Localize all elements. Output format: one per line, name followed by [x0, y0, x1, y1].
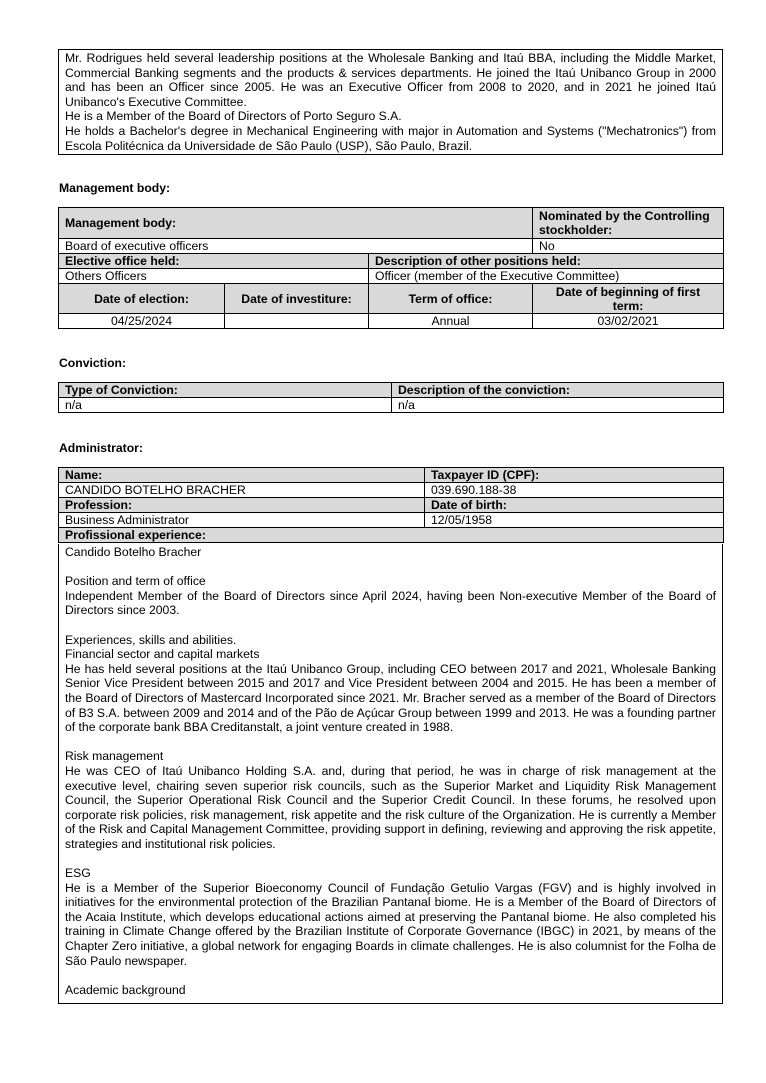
risk-heading: Risk management — [65, 749, 164, 764]
conviction-type-value: n/a — [59, 398, 392, 413]
bio-paragraph: He is a Member of the Board of Directors of Porto Seguro S.A. — [65, 109, 402, 124]
esg-heading: ESG — [65, 866, 91, 881]
bio-paragraph: He holds a Bachelor's degree in Mechanical Engineering with major in Automation and Systems ("Mechatronics") from Escola Politécnica da Universidade de São Paulo (USP), São Paulo, Brazil. — [65, 123, 716, 153]
academic-heading: Academic background — [65, 982, 186, 997]
profession-label: Profession: — [59, 498, 425, 513]
term-value: Annual — [369, 314, 533, 329]
date-election-value: 04/25/2024 — [59, 314, 225, 329]
elective-office-label: Elective office held: — [59, 254, 369, 269]
conviction-description-value: n/a — [392, 398, 724, 413]
management-body-heading: Management body: — [59, 181, 171, 195]
conviction-table — [58, 382, 724, 413]
term-label: Term of office: — [369, 284, 533, 314]
management-body-table — [58, 207, 724, 329]
management-body-value: Board of executive officers — [59, 239, 533, 254]
administrator-heading: Administrator: — [59, 441, 143, 455]
previous-officer-bio — [58, 49, 723, 155]
date-investiture-value — [225, 314, 369, 329]
professional-experience-box — [58, 544, 723, 1004]
cpf-label: Taxpayer ID (CPF): — [425, 468, 724, 483]
position-text: Independent Member of the Board of Directors since April 2024, having been Non-executive Member of the Board of Directors since 2003. — [65, 588, 716, 618]
name-value: CANDIDO BOTELHO BRACHER — [59, 483, 425, 498]
experiences-heading: Experiences, skills and abilities. — [65, 632, 237, 647]
other-positions-value: Officer (member of the Executive Committee) — [369, 269, 724, 284]
first-term-value: 03/02/2021 — [533, 314, 724, 329]
financial-text: He has held several positions at the Itaú Unibanco Group, including CEO between 2017 and 2021, Wholesale Banking Senior Vice President between 2015 and 2017 and Vice President between 2004 and 2015. He has been a member of the Board of Directors of Mastercard Incorporated since 2021. Mr. Bracher served as a member of the Board of Directors of B3 S.A. between 2009 and 2014 and of the Pão de Açúcar Group between 1999 and 2013. He was a founding partner of the corporate bank BBA Creditanstalt, a joint venture created in 1988. — [65, 661, 716, 735]
cpf-value: 039.690.188-38 — [425, 483, 724, 498]
date-election-label: Date of election: — [59, 284, 225, 314]
first-term-label: Date of beginning of first term: — [533, 284, 724, 314]
nominated-value: No — [533, 239, 724, 254]
conviction-heading: Conviction: — [59, 356, 127, 370]
profession-value: Business Administrator — [59, 513, 425, 528]
position-heading: Position and term of office — [65, 574, 206, 589]
other-positions-label: Description of other positions held: — [369, 254, 724, 269]
conviction-type-label: Type of Conviction: — [59, 383, 392, 398]
management-body-label: Management body: — [59, 208, 533, 239]
experience-person-name: Candido Botelho Bracher — [65, 545, 202, 559]
bio-paragraph: Mr. Rodrigues held several leadership positions at the Wholesale Banking and Itaú BBA, including the Middle Market, Commercial Banking segments and the products & services departments. He joined the Itaú Unibanco Group in 2000 and has been an Officer since 2005. He was an Executive Officer from 2008 to 2020, and in 2021 he joined Itaú Unibanco's Executive Committee. — [65, 51, 716, 109]
birth-label: Date of birth: — [425, 498, 724, 513]
administrator-table — [58, 467, 724, 543]
name-label: Name: — [59, 468, 425, 483]
date-investiture-label: Date of investiture: — [225, 284, 369, 314]
elective-office-value: Others Officers — [59, 269, 369, 284]
financial-heading: Financial sector and capital markets — [65, 647, 260, 662]
risk-text: He was CEO of Itaú Unibanco Holding S.A. and, during that period, he was in charge of risk management at the executive level, chairing seven superior risk councils, such as the Superior Market and Liquidity Risk Management Council, the Superior Operational Risk Council and the Superior Credit Council. In these forums, he resolved upon corporate risk policies, risk management, risk appetite and the risk culture of the Organization. He is currently a Member of the Risk and Capital Management Committee, providing support in defining, reviewing and approving the risk appetite, strategies and institutional risk policies. — [65, 763, 716, 851]
conviction-description-label: Description of the conviction: — [392, 383, 724, 398]
nominated-label: Nominated by the Controlling stockholder: — [533, 208, 724, 239]
experience-label: Profissional experience: — [59, 528, 724, 543]
birth-value: 12/05/1958 — [425, 513, 724, 528]
esg-text: He is a Member of the Superior Bioeconomy Council of Fundação Getulio Vargas (FGV) and is highly involved in initiatives for the environmental protection of the Brazilian Pantanal biome. He is a Member of the Board of Directors of the Acaia Institute, which develops educational actions aimed at preserving the Pantanal biome. He also completed his training in Climate Change offered by the Brazilian Institute of Corporate Governance (IBGC) in 2021, by means of the Chapter Zero initiative, a global network for engaging Boards in climate challenges. He is also columnist for the Folha de São Paulo newspaper. — [65, 880, 716, 968]
